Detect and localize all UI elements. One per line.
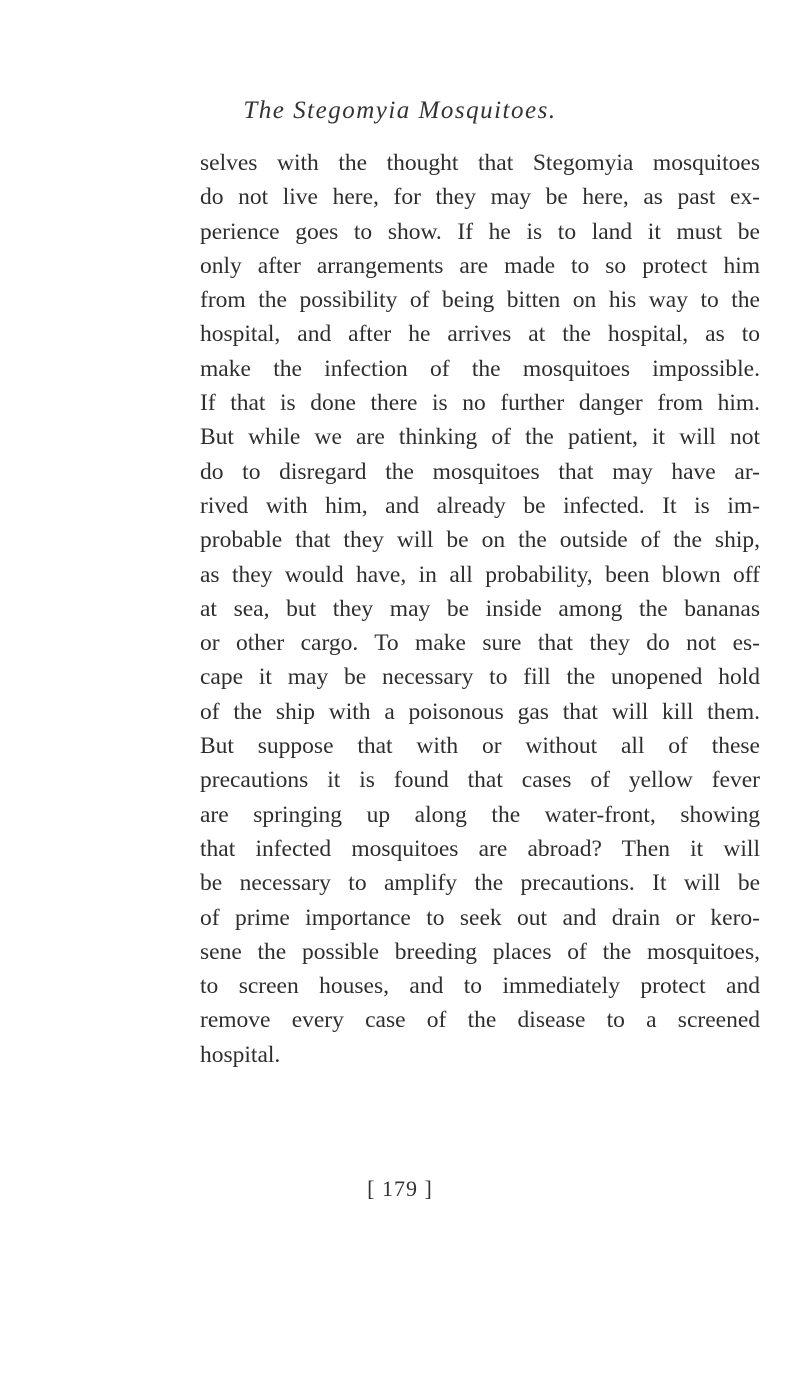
text-line: selves with the thought that Stegomyia mosquitoes	[200, 150, 760, 176]
text-line: as they would have, in all probability, been blown off	[200, 561, 760, 588]
text-line: probable that they will be on the outside of the ship,	[200, 527, 760, 554]
text-line: make the infection of the mosquitoes impossible.	[200, 355, 760, 382]
text-line: But while we are thinking of the patient, it will not	[200, 424, 760, 451]
page-number: [ 179 ]	[367, 1176, 433, 1201]
text-line: of prime importance to seek out and drain or kero-	[200, 904, 760, 931]
text-line: cape it may be necessary to fill the unopened hold	[200, 664, 760, 691]
text-line: do not live here, for they may be here, as past ex-	[200, 184, 760, 211]
text-line: that infected mosquitoes are abroad? Then it will	[200, 835, 760, 862]
text-line: hospital, and after he arrives at the hospital, as to	[200, 321, 760, 348]
text-line: at sea, but they may be inside among the bananas	[200, 595, 760, 622]
text-line: be necessary to amplify the precautions. It will be	[200, 870, 760, 897]
text-line: or other cargo. To make sure that they do not es-	[200, 630, 760, 657]
text-line: of the ship with a poisonous gas that will kill them.	[200, 698, 760, 725]
body-text	[200, 146, 760, 1072]
text-line: do to disregard the mosquitoes that may have ar-	[200, 458, 760, 485]
text-line: are springing up along the water-front, showing	[200, 801, 760, 828]
running-head: The Stegomyia Mosquitoes.	[243, 97, 557, 124]
text-line: If that is done there is no further danger from him.	[200, 390, 760, 417]
text-line: only after arrangements are made to so protect him	[200, 252, 760, 279]
text-line: perience goes to show. If he is to land it must be	[200, 218, 760, 245]
text-line: to screen houses, and to immediately protect and	[200, 973, 760, 1000]
text-line: rived with him, and already be infected. It is im-	[200, 492, 760, 519]
text-line: remove every case of the disease to a screened	[200, 1007, 760, 1034]
text-line: sene the possible breeding places of the mosquitoes,	[200, 938, 760, 965]
text-line: hospital.	[200, 1041, 281, 1068]
text-line: But suppose that with or without all of these	[200, 733, 760, 760]
text-line: precautions it is found that cases of yellow fever	[200, 767, 760, 794]
text-line: from the possibility of being bitten on his way to the	[200, 287, 760, 314]
